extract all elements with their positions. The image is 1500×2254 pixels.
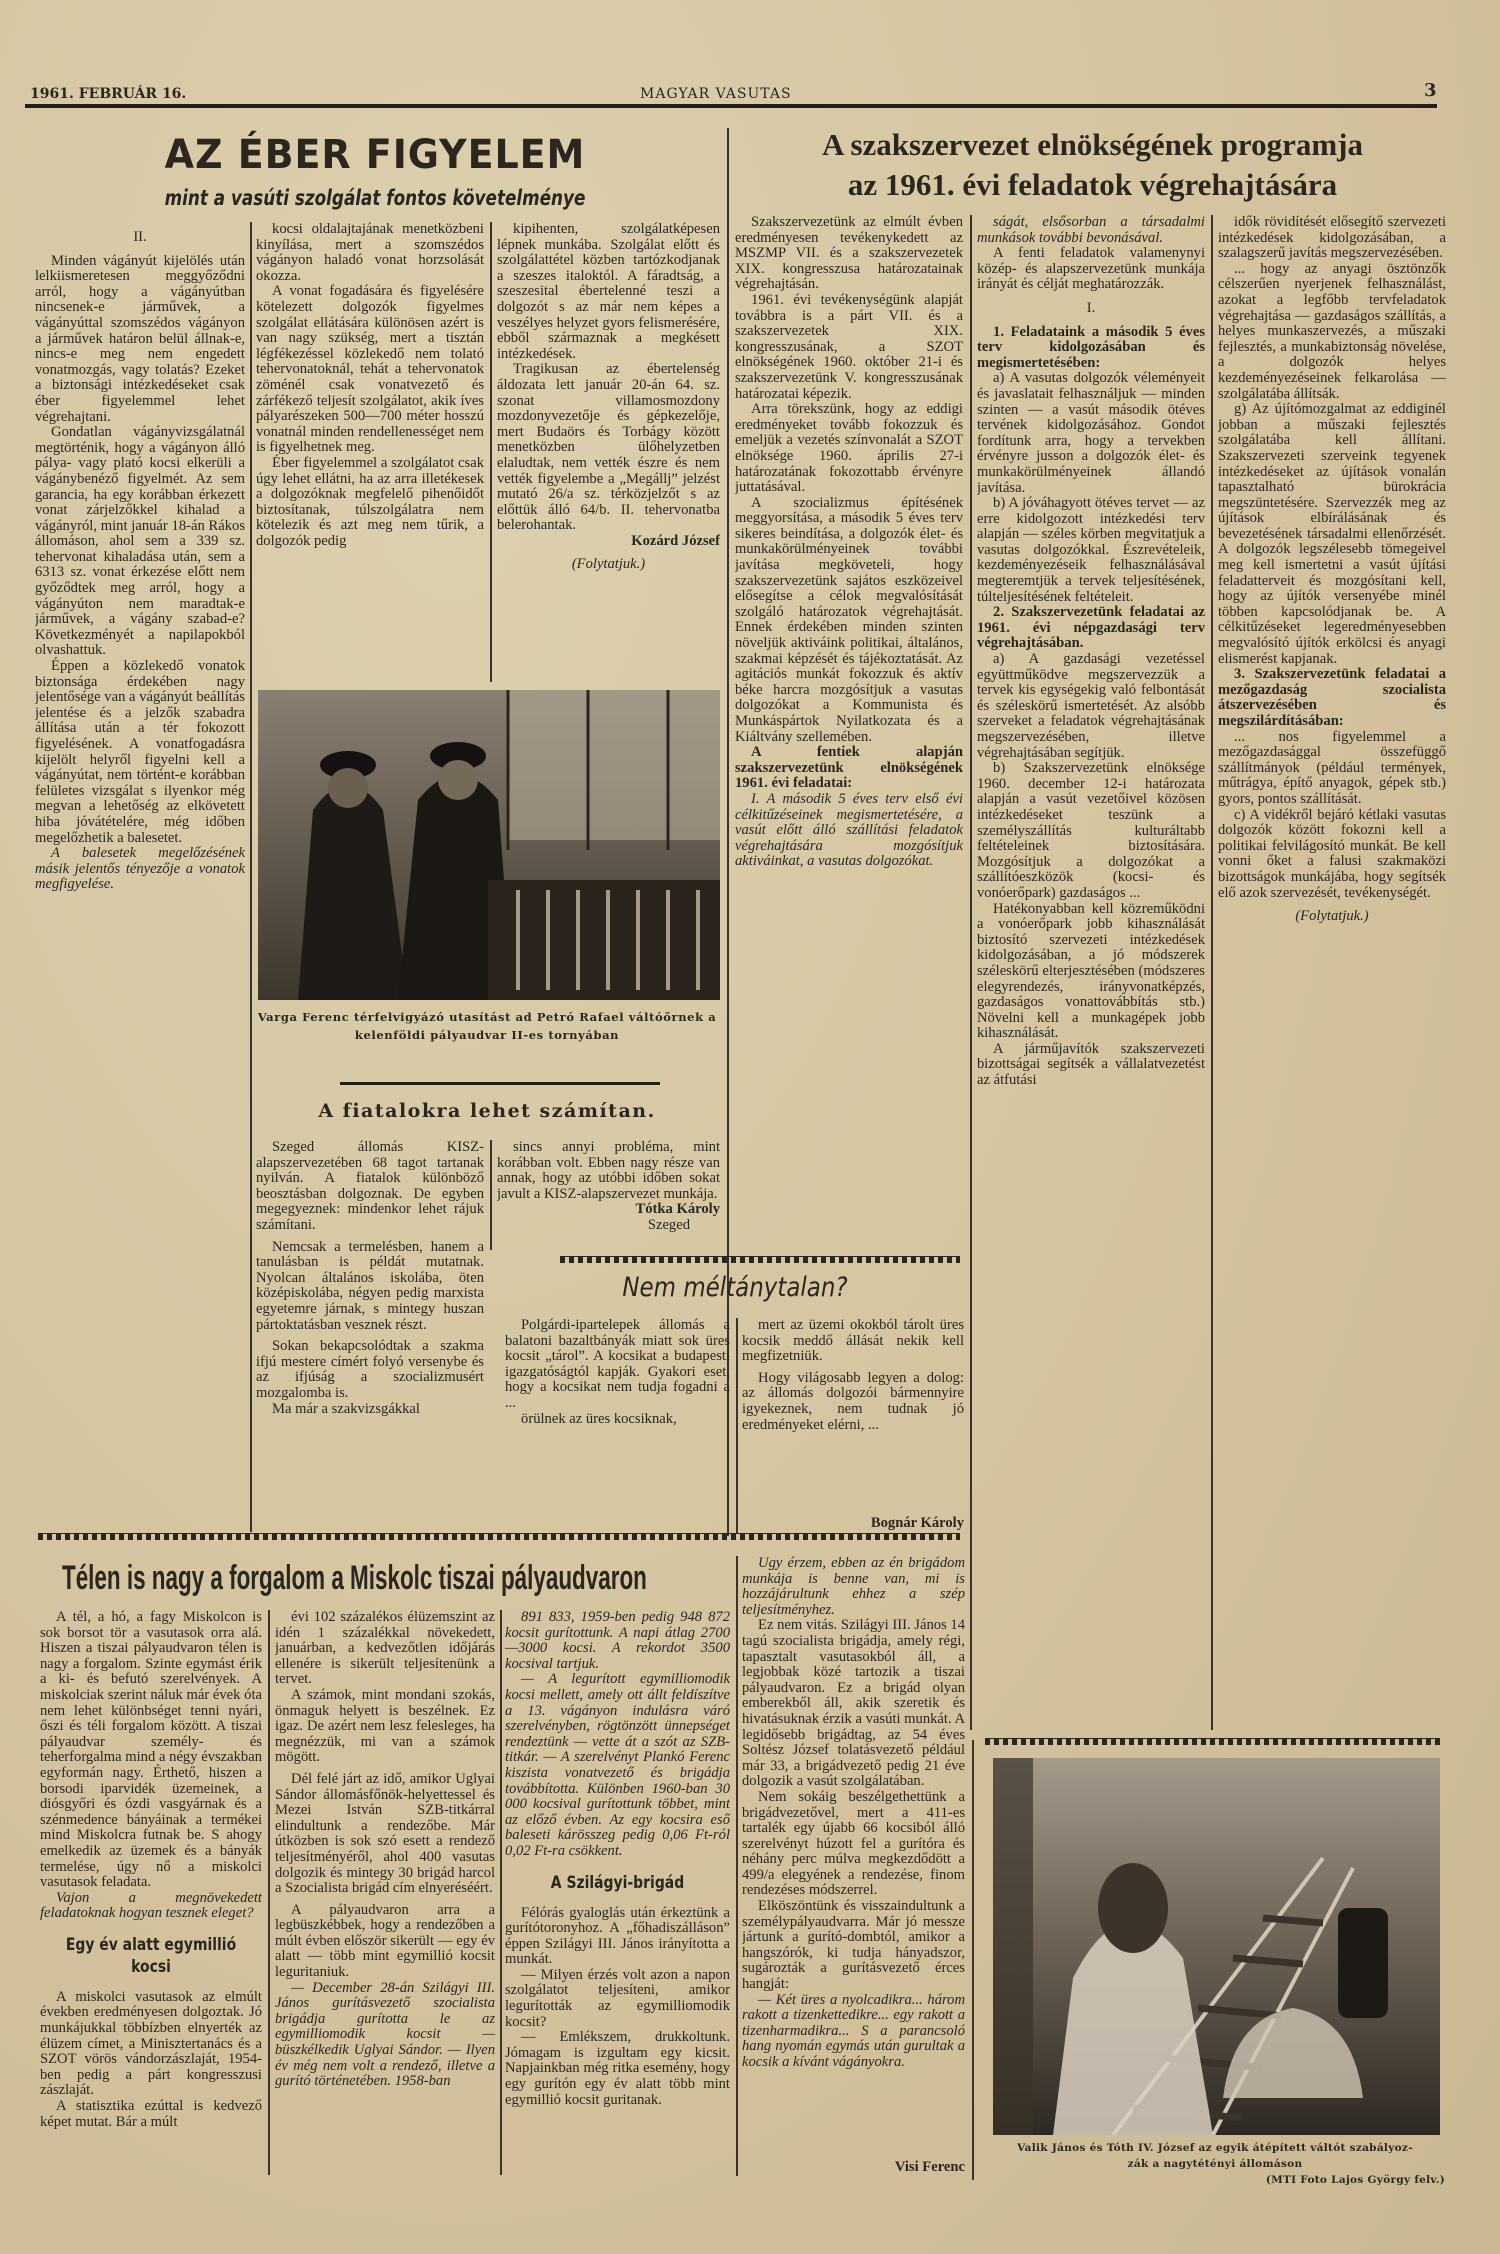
paragraph: Nem sokáig beszélgethettünk a brigádvezetővel, mert a 411-es tartalék egy újabb 66 kocsiból álló szerelvényt húzott fel a gurítóra és néhány perc múlva megkezdődött a 499/a elegyének a rendezése, finom rendezéses módszerrel. (742, 1788, 965, 1899)
paragraph: Arra törekszünk, hogy az eddigi eredményeket tovább fokozzuk és emeljük a vezetés színvonalát a SZOT elnöksége 1960. április 27-i határozatának fokozottabb érvényre juttatásával. (735, 401, 963, 496)
article-column (735, 215, 963, 1250)
paragraph: A statisztika ezúttal is kedvező képet mutat. Bár a múlt (40, 2098, 262, 2130)
paragraph: Hogy világosabb legyen a dolog: az állomás dolgozói bármennyire igyekeznek, nem tudnak jó eredményeket elérni, ... (742, 1369, 964, 1433)
paragraph: A pályaudvaron arra a legbüszkébbek, hogy a rendezőben a múlt évben először sikerült — egy év alatt — több mint egymillió kocsit leguritaniuk. (275, 1901, 495, 1981)
paragraph: A tél, a hó, a fagy Miskolcon is sok borsot tör a vasutasok orra alá. Hiszen a tiszai pályaudvaron télen is nagy a forgalom. Szinte egymást érik a ki- és befutó szerelvények. A miskolciak szerint náluk már évek óta nem lehet különbséget tenni nyári, őszi és téli forgalom között. A tiszai pályaudvar személy- és teherforgalma mind a négy évszakban egyformán nagy. Érthető, hiszen a borsodi iparvidék üzemeinek, a diósgyőri és ózdi vasgyárnak és a szénmedence bányáinak a termékei mind Miskolcra futnak be. S ahogy emelkedik az üzemek és a bányák termelése, úgy nő a miskolci vasutasok feladata. (40, 1610, 262, 1891)
paragraph: — Milyen érzés volt azon a napon szolgálatot teljesíteni, amikor legurították az egymilliomodik kocsit? (505, 1966, 730, 2030)
article-column (40, 1610, 262, 2175)
article-column (1218, 215, 1446, 1730)
paragraph: Nemcsak a termelésben, hanem a tanulásban is példát mutatnak. Nyolcan általános iskolába, öten középiskolába, négyen pedig marxista egyetemre járnak, s mintegy huszan pártoktatásban vesznek részt. (256, 1238, 484, 1333)
paragraph: A balesetek megelőzésének másik jelentős tényezője a vonatok megfigyelése. (35, 845, 245, 893)
zigzag-divider (985, 1738, 1440, 1745)
caption-line: Valik János és Tóth IV. József az egyik átépített váltót szabályoz- (1017, 2142, 1413, 2154)
paragraph: Elköszöntünk és visszaindultunk a személypályaudvarra. Már jó messze jártunk a gurító-dombtól, amikor a hangszórók, ki tudja hányadszor, sugározták a gurításvezető érces hangját: (742, 1898, 965, 1993)
column-rule (490, 1140, 492, 1250)
paragraph: A fenti feladatok valamenynyi közép- és alapszervezetünk munkája irányát és célját meghatározzák. (977, 245, 1205, 293)
section-heading: 2. Szakszervezetünk feladatai az 1961. évi népgazdasági terv végrehajtásában. (977, 604, 1205, 652)
paragraph: g) Az újítómozgalmat az eddiginél jobban a műszaki fejlesztés szolgálatába kell állítani. Szakszervezeti szerveink tegyenek intézkedéseket az újítások vonalán tapasztalható bürokrácia megszüntetésére. Szervezzék meg az újítások elbírálásának és bevezetésének társadalmi ellenőrzését. A dolgozók legszélesebb tömegeivel meg kell ismertetni a vasút újítási feladatterveit és mozgósítani kell, hogy az újítók versenyébe minél többen kapcsolódjanak be. A célkitűzéseket legeredményesebben megvalósító újítók erkölcsi és anyagi elismerést kapjanak. (1218, 401, 1446, 667)
paragraph: 891 833, 1959-ben pedig 948 872 kocsit gurítottunk. A napi átlag 2700—3000 kocsi. A rekordot 3500 kocsival tartjuk. (505, 1610, 730, 1672)
article-column (497, 222, 720, 682)
paragraph: A számok, mint mondani szokás, önmaguk helyett is beszélnek. Ez igaz. De azért nem lesz felesleges, ha megnézzük, mi van a számok mögött. (275, 1686, 495, 1766)
paragraph: A szocializmus építésének meggyorsítása, a második 5 éves terv sikeres beindítása, a dolgozók élet- és munkakörülményeinek további javítása megköveteli, hogy szakszervezetünk sajátos eszközeivel elősegítse a célok megvalósítását szolgáló határozatok végrehajtását. Ennek érdekében minden szinten növeljük aktiváink politikai, általános, szakmai képzését és tájékoztatását. Az agitációs munkát fokozzuk és aktív béke harcra mozgósítjuk a vasutas dolgozókat a Kommunista és Munkáspártok Nyilatkozata és a Kiáltvány szellemében. (735, 494, 963, 745)
paragraph: ... hogy az anyagi ösztönzők célszerűen nyerjenek felhasználást, azokat a legfőbb tervfeladatok végrehajtása — gazdaságos szállítás, a helyes munkaszervezés, a műszaki fejlesztés, a munkabiztonság növelése, a dolgozók helyes kezdeményezéseinek felkarolása — szolgálatába állítsák. (1218, 260, 1446, 402)
paragraph: I. A második 5 éves terv első évi célkitűzéseinek megismertetésére, a vasút előtt álló szállítási feladatok végrehajtására mozgósítjuk aktiváinkat, a vasutas dolgozókat. (735, 790, 963, 870)
paragraph: Ez nem vitás. Szilágyi III. János 14 tagú szocialista brigádja, amely régi, tapasztalt vasutasokból áll, a legjobbak közé tartozik a tiszai pályaudvaron. Ez a brigád olyan emberekből áll, akik szeretik és hivatásuknak érzik a vasúti munkát. A legidősebb brigádtag, az 54 éves Soltész József tolatásvezető például már 33, a brigádvezető pedig 21 éve dolgozik a vasút szolgálatában. (742, 1617, 965, 1790)
issue-date: 1961. FEBRUÁR 16. (30, 86, 187, 102)
article-column (256, 1140, 484, 1532)
column-rule (500, 1610, 502, 2175)
paragraph: A vonat fogadására és figyelésére kötelezett dolgozók figyelmes szolgálat ellátására különösen azért is van nagy szükség, mert a tisztán légfékezéssel közlekedő nem tolató tehervonatoknál, tehát a tehervonatok zöménél csak vonatvezető és zárfékező teljesít szolgálatot, akik íves pályarészeken 500—700 méter hosszú vonatnál minden rendellenességet nem is figyelhetnek meg. (256, 283, 484, 456)
article-title: A fiatalokra lehet számítan. (318, 1100, 656, 1122)
paragraph: — December 28-án Szilágyi III. János gurításvezető szocialista brigádja gurította le az egymilliomodik kocsit — büszkélkedik Uglyai Sándor. — Ilyen év még nem volt a rendező, illetve a gurító történetében. 1958-ban (275, 1979, 495, 2090)
paragraph: a) A vasutas dolgozók véleményeit és javaslatait felhasználjuk — minden szinten — a vasút második ötéves tervének kidolgozásához. Gondot fordítunk arra, hogy a tervekben érvényre jusson a dolgozók élet- és munkakörülményeinek állandó javítása. (977, 370, 1205, 496)
continued-note: (Folytatjuk.) (571, 556, 646, 573)
paragraph: idők rövidítését elősegítő szervezeti intézkedések kidolgozásában, a szalagszerű javítás megszervezésében. (1218, 215, 1446, 262)
paragraph: Vajon a megnövekedett feladatoknak hogyan tesznek eleget? (40, 1889, 262, 1922)
paragraph: Polgárdi-ipartelepek állomás a balatoni bazaltbányák miatt sok üres kocsit „tárol”. A kocsikat a budapesti igazgatóságtól kapják. Gyakori eset, hogy a kocsikat nem tudja fogadni a ... (505, 1318, 730, 1411)
paragraph: Félórás gyaloglás után érkeztünk a gurítótoronyhoz. A „főhadiszálláson” éppen Szilágyi III. János irányította a munkát. (505, 1904, 730, 1968)
continued-note: (Folytatjuk.) (1295, 908, 1369, 925)
paragraph: — Emlékszem, drukkoltunk. Jómagam is izgultam egy kicsit. Napjainkban még ritka esemény, hogy egy gurítón egy év alatt több mint egymillió kocsit guritanak. (505, 2029, 730, 2108)
article-title: Nem méltánytalan? (622, 1272, 848, 1303)
masthead-rule (25, 104, 1437, 108)
section-number: I. (1086, 299, 1096, 316)
article-column (977, 215, 1205, 1727)
paragraph: A járműjavítók szakszervezeti bizottságai segítsék a vállalatvezetést az átfutási (977, 1040, 1205, 1089)
section-subheading: A Szilágyi-brigád (550, 1872, 685, 1893)
paragraph: Minden vágányút kijelölés után lelkiismeretesen meggyőződni arról, hogy a vágányútban nincsenek-e járművek, a vágányúttal szomszédos vágányon a járművek határon belül állnak-e, nincs-e meg nem engedett vonatmozgás, vagy tolatás? Ezeket a biztonsági intézkedéseket csak éber figyelemmel lehet végrehajtani. (35, 252, 245, 425)
article-title: Télen is nagy a forgalom a Miskolc tiszai pályaudvaron (62, 1559, 647, 1597)
column-rule (736, 1556, 738, 2176)
section-rule (340, 1082, 660, 1085)
column-rule (736, 1318, 738, 1533)
paragraph: Dél felé járt az idő, amikor Uglyai Sándor állomásfőnök-helyettessel és Mezei István SZB-titkárral elindultunk a rendezőbe. Már útközben is sok szó esett a rendező teljesítményéről, ahol 400 vasutas dolgozik és mintegy 30 brigád harcol a Szocialista brigád cím elnyeréséért. (275, 1770, 495, 1897)
author-signature: Tótka Károly (635, 1201, 720, 1218)
paragraph: Ma már a szakvizsgákkal (272, 1400, 420, 1417)
paragraph: ... nos figyelemmel a mezőgazdasággal összefüggő szállítmányok (például termények, műtrágya, építő anyagok, gépek stb.) gyors, pontos szállítását. (1218, 728, 1446, 807)
paragraph: Ugy érzem, ebben az én brigádom munkája is benne van, mi is hozzájárultunk ehhez a szép teljesítményhez. (742, 1556, 965, 1618)
author-location: Szeged (647, 1216, 690, 1233)
section-number: II. (133, 229, 147, 245)
paragraph: sincs annyi probléma, mint korábban volt. Ebben nagy része van annak, hogy az utóbbi időben sokat javult a KISZ-alapszervezet munkája. (497, 1140, 720, 1202)
paragraph: — A legurított egymilliomodik kocsi mellett, amely ott állt feldíszítve a 13. vágányon indulásra váró szerelvényben, rögtönzött ünnepséget rendeztünk — vette át a szót az SZB-titkár. — A szerelvényt Plankó Ferenc kiszista vonatvezető és brigádja továbbította. Különben 1960-ban 30 000 kocsival gurítottunk többet, mint az előző évben. Az egy kocsira eső baleseti kárösszeg pedig 0,06 Ft-ról 0,02 Ft-ra csökkent. (505, 1671, 730, 1859)
paragraph: b) Szakszervezetünk elnöksége 1960. december 12-i határozata alapján a vasút vezetőivel közösen intézkedéseket teszünk a személyszállítás kulturáltabb feltételeinek biztosítására. Mozgósítjuk a dolgozókat a szállítóeszközök (kocsi- és vonóerőpark) gazdaságos ... (977, 760, 1205, 901)
paragraph: Sokan bekapcsolódtak a szakma ifjú mestere címért folyó versenybe és az ifjúság a szocializmusért mozgalomba is. (256, 1338, 484, 1401)
paragraph: mert az üzemi okokból tárolt üres kocsik meddő állását nekik kell megfizetniük. (742, 1318, 964, 1365)
article-subtitle: mint a vasúti szolgálat fontos követelménye (164, 186, 586, 210)
paragraph: Hatékonyabban kell közreműködni a vonóerőpark jobb kihasználását biztosító szervezeti intézkedések kidolgozásában, a jó módszerek széleskörű elterjesztésében (módszeres elegyrendezés, irányvonatképzés, gazdaságos vonattovábbítás stb.) Növelni kell a munkagépek jobb kihasználását. (977, 900, 1205, 1042)
photo-caption (985, 2140, 1445, 2188)
column-rule (250, 222, 252, 1532)
paragraph: Gondatlan vágányvizsgálatnál megtörténik, hogy a vágányon álló pálya- vagy plató kocsi elkerüli a vágánybenéző figyelmét. Az sem garancia, ha egy korábban érkezett vonat zárjelzőkkel kihalad a vágányról, mint január 18-án Rákos állomáson, ahol sem a 339 sz. tehervonat kihaladása után, sem a 6313 sz. vonat érkezése előtt nem győződtek meg arról, hogy a vágányúton nem maradtak-e járművek, a vágány szabad-e? Következményét a napilapokból olvashattuk. (35, 424, 245, 659)
section-subheading: Egy év alatt egymillió kocsi (65, 1934, 237, 1977)
paragraph: 1961. évi tevékenységünk alapját továbbra is a párt VII. és a szakszervezetek XIX. kongresszusának, a SZOT elnökségének 1960. október 21-i és szakszervezetünk V. kongresszusának határozatai képezik. (735, 291, 963, 402)
paragraph: örülnek az üres kocsiknak, (521, 1410, 677, 1427)
paragraph: A miskolci vasutasok az elmúlt években eredményesen dolgoztak. Jó munkájukkal többízben elnyerték az élüzem címet, a Minisztertanács és a SZOT vörös vándorzászlaját, 1954-ben pedig a párt kongresszusi zászlaját. (40, 1988, 262, 2099)
photo-signal-tower (258, 690, 720, 1000)
author-signature: Visi Ferenc (894, 2159, 965, 2176)
article-column (505, 1318, 730, 1532)
paragraph: b) A jóváhagyott ötéves tervet — az erre kidolgozott intézkedési terv alapján — széles körben megvitatjuk a vasutas dolgozókkal. Észrevételeik, kezdeményezéseik felhasználásával megteremtjük a tervek teljesítésének, túlteljesítésének feltételeit. (977, 495, 1205, 605)
article-column (35, 222, 245, 1532)
caption-line: zák a nagytétényi állomáson (1127, 2158, 1303, 2170)
article-column (497, 1140, 720, 1250)
article-title: AZ ÉBER FIGYELEM (164, 132, 586, 178)
column-rule (1211, 215, 1213, 1730)
caption-line: kelenföldi pályaudvar II-es tornyában (354, 1028, 620, 1042)
photo-credit: (MTI Foto Lajos György felv.) (1265, 2174, 1445, 2186)
article-column (275, 1610, 495, 2175)
newspaper-title: MAGYAR VASUTAS (640, 86, 792, 102)
paragraph: Tragikusan az ébertelenség áldozata lett január 20-án 64. sz. szonat villamosmozdony mozdonyvezetője és gépkezelője, mert Budaörs és Torbágy között menetközben ülőhelyzetben elaludtak, nem vették észre és nem vették figyelembe a „Megállj” jelzést mutató 26/a sz. térközjelzőt s az előttük álló 64/b. II. tehervonatba belerohantak. (497, 361, 720, 534)
paragraph: a) A gazdasági vezetéssel együttműködve megszervezzük a tervek kis egységekig való felbontását és széleskörű ismertetését. Az alsóbb szerveket a feladatok végrehajtásának megszervezésében, illetve végrehajtásában segítjük. (977, 651, 1205, 761)
paragraph: Szakszervezetünk az elmúlt évben eredményesen tevékenykedett az MSZMP VII. és a szakszervezetek XIX. kongresszusa határozatainak végrehajtásán. (735, 215, 963, 293)
column-rule (490, 222, 492, 682)
paragraph: c) A vidékről bejáró kétlaki vasutas dolgozók között fokozni kell a politikai felvilágosító munkát. Be kell vonni őket a falusi szakmaközi bizottságok munkájába, hogy segítsék elő azok szervezését, tevékenységét. (1218, 806, 1446, 901)
paragraph: — Két üres a nyolcadikra... három rakott a tizenkettedikre... egy rakott a tizenharmadikra... S a parancsoló hang nyomán egymás után gurultak a kocsik a kívánt vágányokra. (742, 1991, 965, 2070)
section-heading: 3. Szakszervezetünk feladatai a mezőgazdaság szocialista átszervezésében és megszilárdításában: (1218, 666, 1446, 729)
paragraph: Szeged állomás KISZ-alapszervezetében 68 tagot tartanak nyilván. A fiatalok különböző beosztásban dolgoznak. De egyben megegyeznek: mindenkor lehet rájuk számítani. (256, 1140, 484, 1233)
photo-switch-workers (993, 1758, 1440, 2135)
column-rule (972, 1740, 974, 2180)
paragraph: évi 102 százalékos élüzemszint az idén 1 százalékkal növekedett, januárban, a kedvezőtlen időjárás ellenére is sikerült teljesítenünk a tervet. (275, 1610, 495, 1688)
article-column (742, 1318, 964, 1532)
author-signature: Kozárd József (631, 532, 720, 549)
article-title: A szakszervezet elnökségének programja (822, 127, 1363, 162)
paragraph: kipihenten, szolgálatképesen lépnek munkába. Szolgálat előtt és szolgálattétel közben tartózkodjanak a szeszes italoktól. A fáradtság, a szeszesital ébertelenné teszi a dolgozót s az már nem képes a veszélyes helyzet gyors felismerésére, ebből származnak a megkésett intézkedések. (497, 222, 720, 362)
article-title-line2: az 1961. évi feladatok végrehajtására (847, 167, 1338, 202)
photo-caption (252, 1008, 722, 1044)
page-number: 3 (1424, 80, 1437, 101)
paragraph: kocsi oldalajtajának menetközbeni kinyílása, mert a szomszédos vágányon haladó vonat horzsolását okozza. (256, 222, 484, 284)
article-column (742, 1556, 965, 2176)
paragraph: ságát, elsősorban a társadalmi munkások további bevonásával. (977, 215, 1205, 246)
column-rule (268, 1610, 270, 2175)
section-heading: 1. Feladataink a második 5 éves terv kidolgozásában és megismertetésében: (977, 323, 1205, 371)
article-column (256, 222, 484, 682)
paragraph: Éber figyelemmel a szolgálatot csak úgy lehet ellátni, ha az arra illetékesek a dolgozóknak megfelelő pihenőidőt biztosítanak, túlszolgálatra nem kötelezik és azt meg nem tűrik, a dolgozók pedig (256, 454, 484, 549)
paragraph: Éppen a közlekedő vonatok biztonsága érdekében nagy jelentősége van a vágányút beállítás jelentése és a jelzők szabadra állítása után a tér fokozott figyelésének. A vonatfogadásra kijelölt helyről figyelni kell a vágányútat, nem történt-e korábban felületes vizsgálat s ilyenkor még megvan a lehetőség az elkövetett hiba jóvátételére, még időben megelőzhetik a balesetet. (35, 658, 245, 846)
article-column (505, 1610, 730, 2175)
zigzag-divider (38, 1533, 960, 1540)
column-rule (970, 215, 972, 1730)
zigzag-divider (560, 1256, 960, 1263)
caption-line: Varga Ferenc térfelvigyázó utasítást ad Petró Rafael váltóőrnek a (257, 1010, 717, 1024)
author-signature: Bognár Károly (870, 1515, 964, 1532)
section-heading: A fentiek alapján szakszervezetünk elnökségének 1961. évi feladatai: (735, 744, 963, 792)
